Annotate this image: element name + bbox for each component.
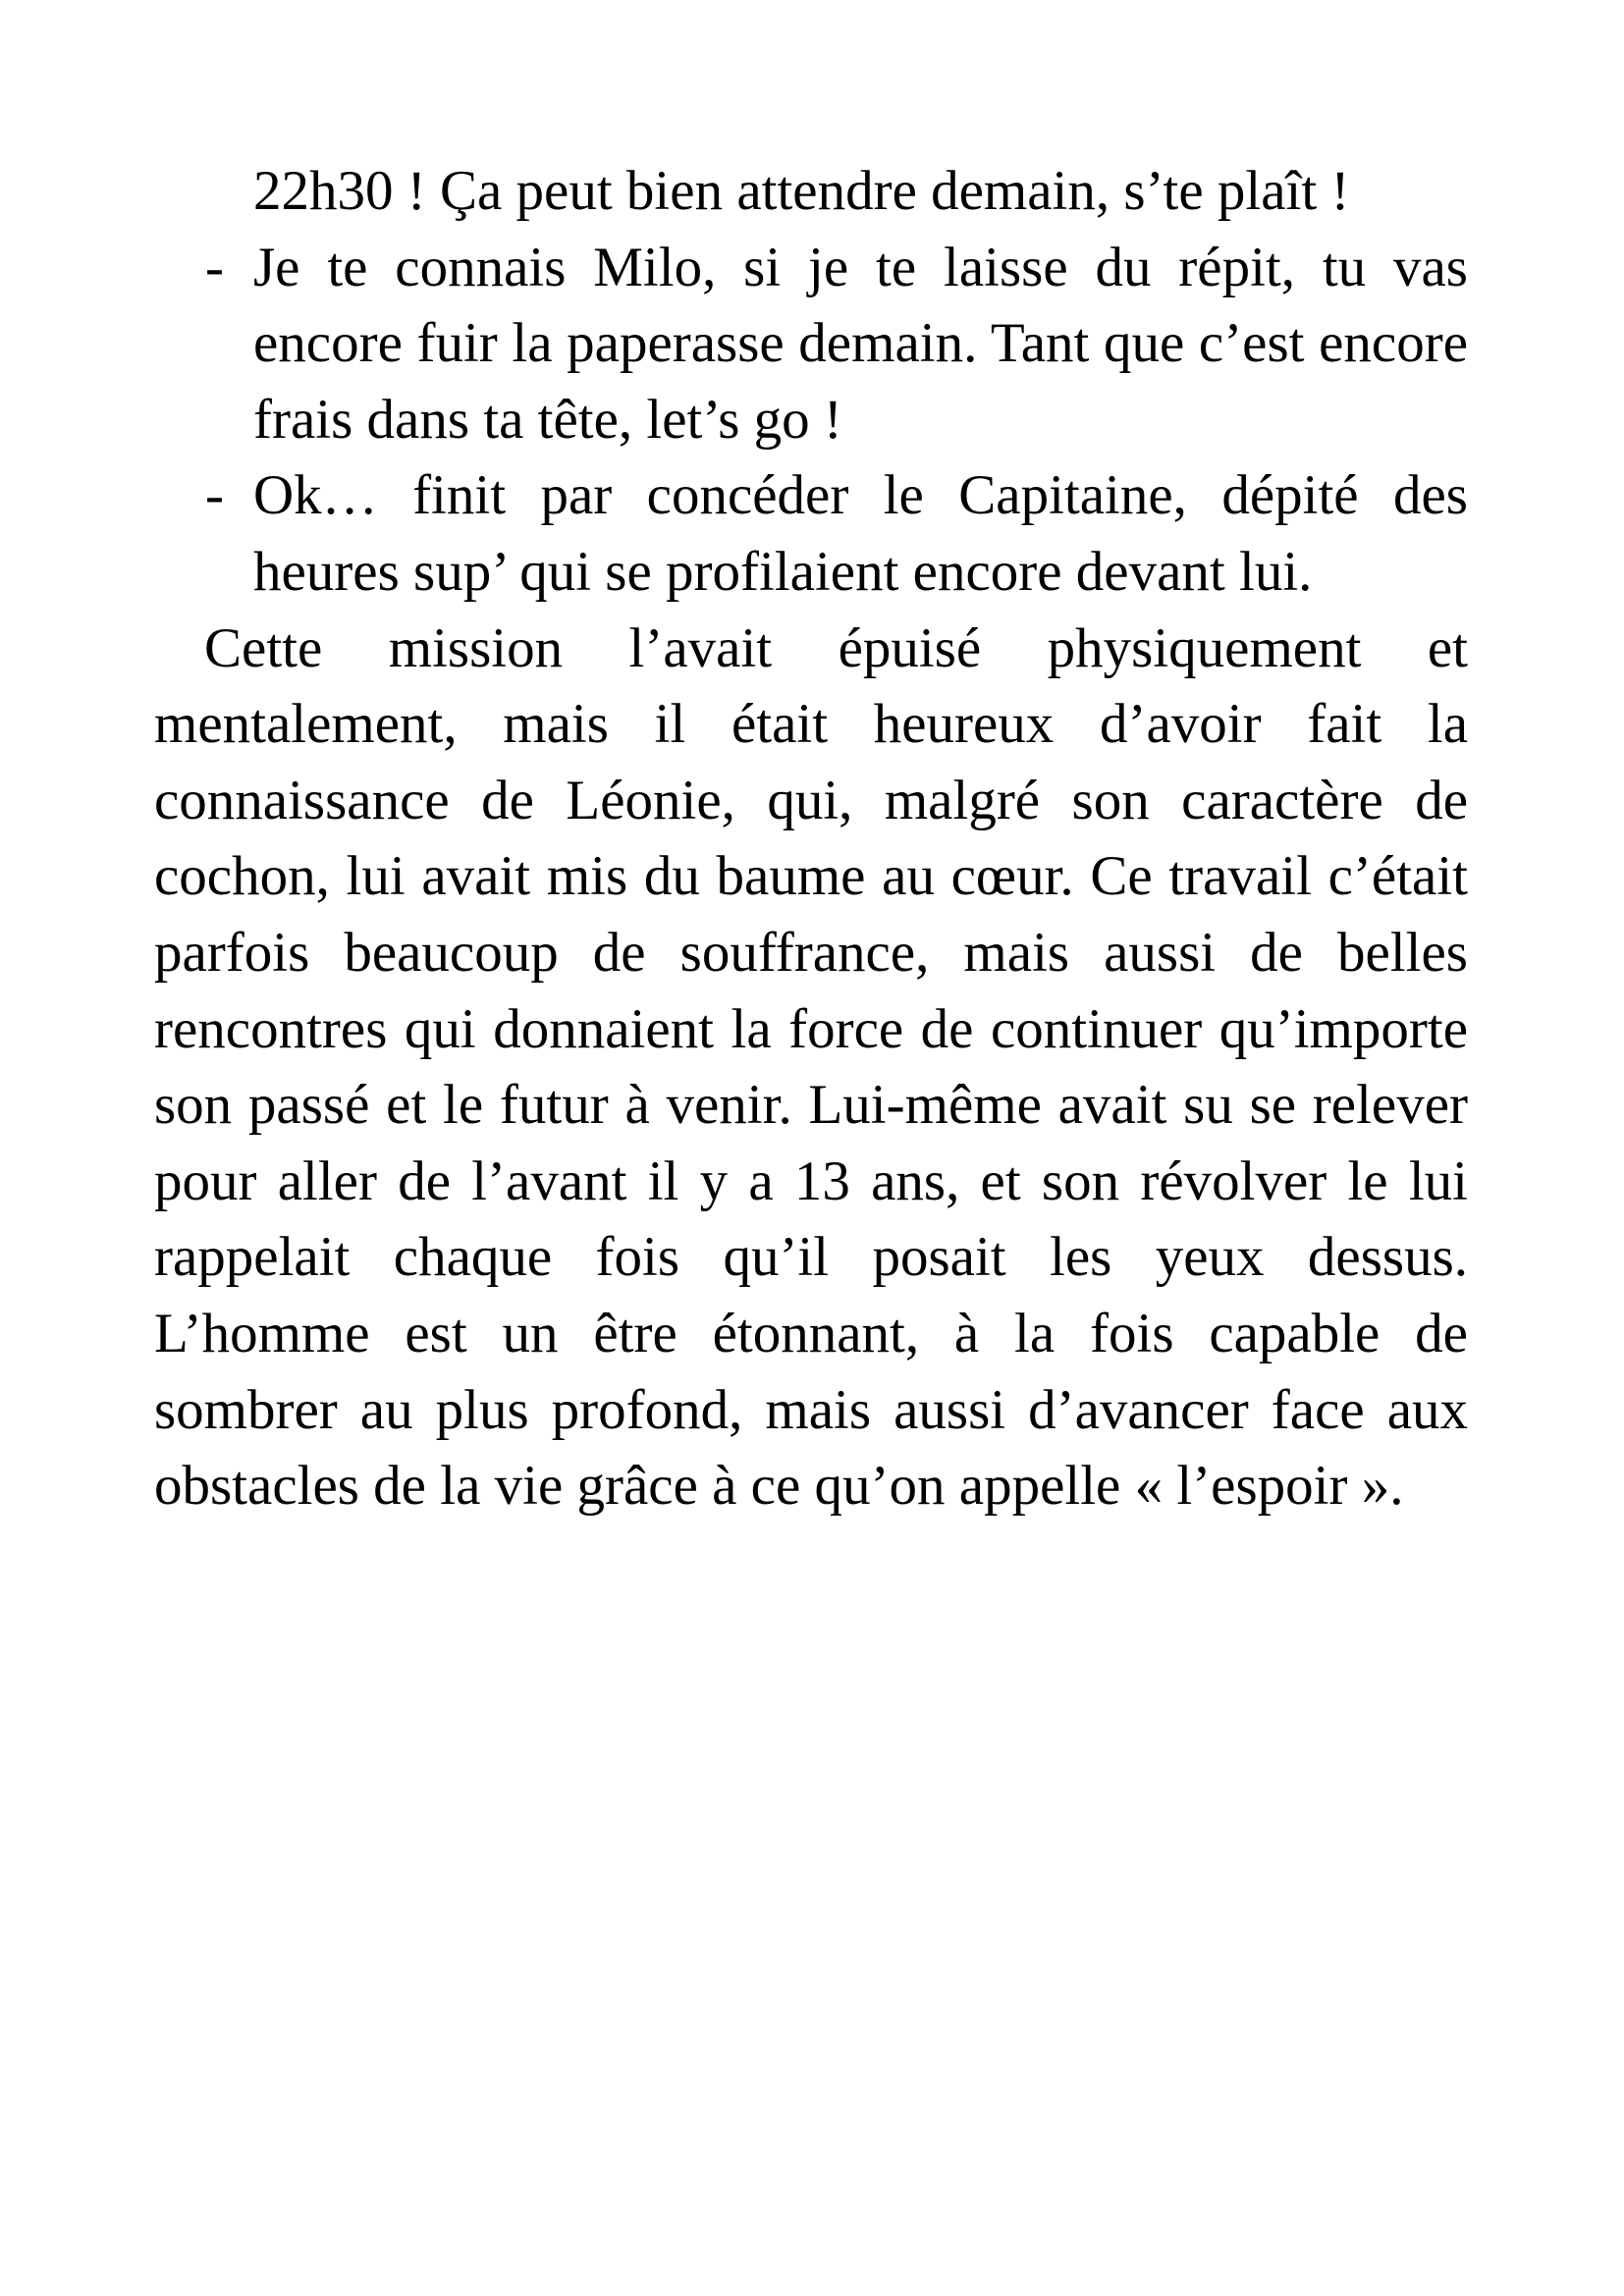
dialogue-text: Ok… finit par concéder le Capitaine, dépité des heures sup’ qui se profilaient encore devant lui. [253, 464, 1468, 603]
dialogue-line [154, 457, 1468, 610]
document-page [154, 153, 1468, 1524]
narrative-paragraph: Cette mission l’avait épuisé physiquement et mentalement, mais il était heureux d’avoir fait la connaissance de Léonie, qui, malgré son caractère de cochon, lui avait mis du baume au cœur. Ce travail c’était parfois beaucoup de souffrance, mais aussi de belles rencontres qui donnaient la force de continuer qu’importe son passé et le futur à venir. Lui-même avait su se relever pour aller de l’avant il y a 13 ans, et son révolver le lui rappelait chaque fois qu’il posait les yeux dessus. L’homme est un être étonnant, à la fois capable de sombrer au plus profond, mais aussi d’avancer face aux obstacles de la vie grâce à ce qu’on appelle « l’espoir ». [154, 616, 1468, 1518]
dialogue-text: Je te connais Milo, si je te laisse du répit, tu vas encore fuir la paperasse demain. Tant que c’est encore frais dans ta tête, let’s go ! [253, 236, 1468, 451]
dialogue-dash: - [205, 236, 224, 298]
dialogue-line [154, 230, 1468, 458]
dialogue-continuation-line: 22h30 ! Ça peut bien attendre demain, s’te plaît ! [253, 160, 1350, 222]
dialogue-dash: - [205, 464, 224, 527]
